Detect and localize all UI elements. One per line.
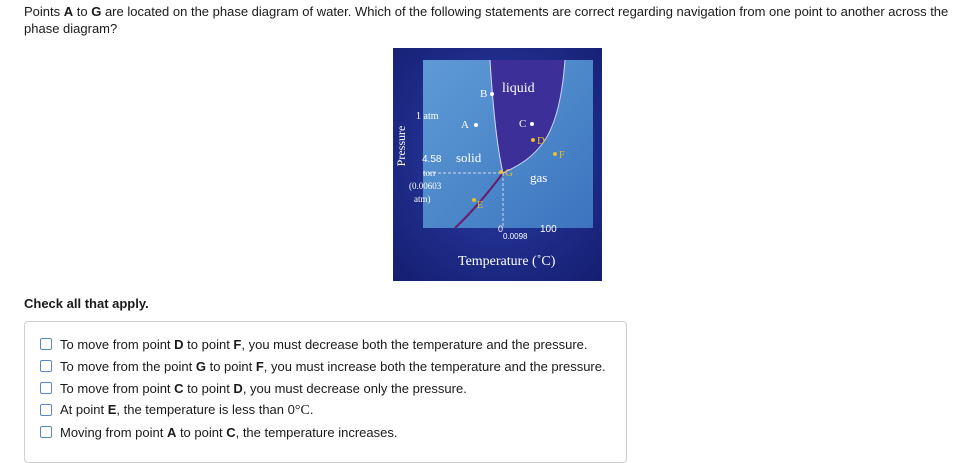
point-e-marker [472,198,476,202]
question-text: Points A to G are located on the phase diagram of water. Which of the following statements are correct regarding navigation from one point to another across the phase diagram? [24,4,949,36]
point-f-marker [553,152,557,156]
option-3-text: To move from point C to point D, you must decrease only the pressure. [60,380,467,396]
option-1[interactable] [40,335,588,353]
point-a-marker [474,123,478,127]
option-5-checkbox[interactable] [40,426,52,438]
point-a-label: A [461,119,469,131]
option-1-checkbox[interactable] [40,338,52,350]
answer-options-box [24,321,627,463]
option-5[interactable] [40,423,397,441]
option-2[interactable] [40,357,606,375]
option-4-checkbox[interactable] [40,404,52,416]
point-b-marker [490,92,494,96]
tick-458: 4.58 [422,154,442,165]
point-f-label: F [559,150,565,161]
check-all-label: Check all that apply. [24,296,149,311]
tick-atm-value: (0.00603 [409,181,442,191]
region-solid-label: solid [456,150,482,165]
option-2-text: To move from the point G to point F, you must increase both the temperature and the pressure. [60,358,606,374]
point-d-marker [531,138,535,142]
x-tick-100: 100 [540,224,557,235]
point-g-marker [499,170,503,174]
option-1-text: To move from point D to point F, you must decrease both the temperature and the pressure. [60,336,588,352]
x-tick-00098: 0.0098 [503,232,528,241]
tick-1atm: 1 atm [416,111,439,122]
point-b-label: B [480,88,488,100]
option-4[interactable] [40,401,313,419]
y-axis-label: Pressure [394,125,408,167]
region-liquid-label: liquid [502,81,535,96]
option-5-text: Moving from point A to point C, the temperature increases. [60,424,398,440]
option-4-text: At point E, the temperature is less than 0°C. [60,402,314,418]
point-c-marker [530,122,534,126]
point-d-label: D [537,135,545,147]
option-3[interactable] [40,379,467,397]
region-gas-label: gas [530,170,548,185]
point-e-label: E [477,200,484,211]
option-2-checkbox[interactable] [40,360,52,372]
tick-torr: torr [423,168,436,178]
point-c-label: C [519,118,527,130]
tick-atm-unit: atm) [414,194,431,204]
option-3-checkbox[interactable] [40,382,52,394]
point-g-label: G [505,167,513,179]
phase-diagram [393,48,602,281]
x-axis-label: Temperature (˚C) [458,254,556,269]
x-tick-0: 0 [498,224,504,234]
